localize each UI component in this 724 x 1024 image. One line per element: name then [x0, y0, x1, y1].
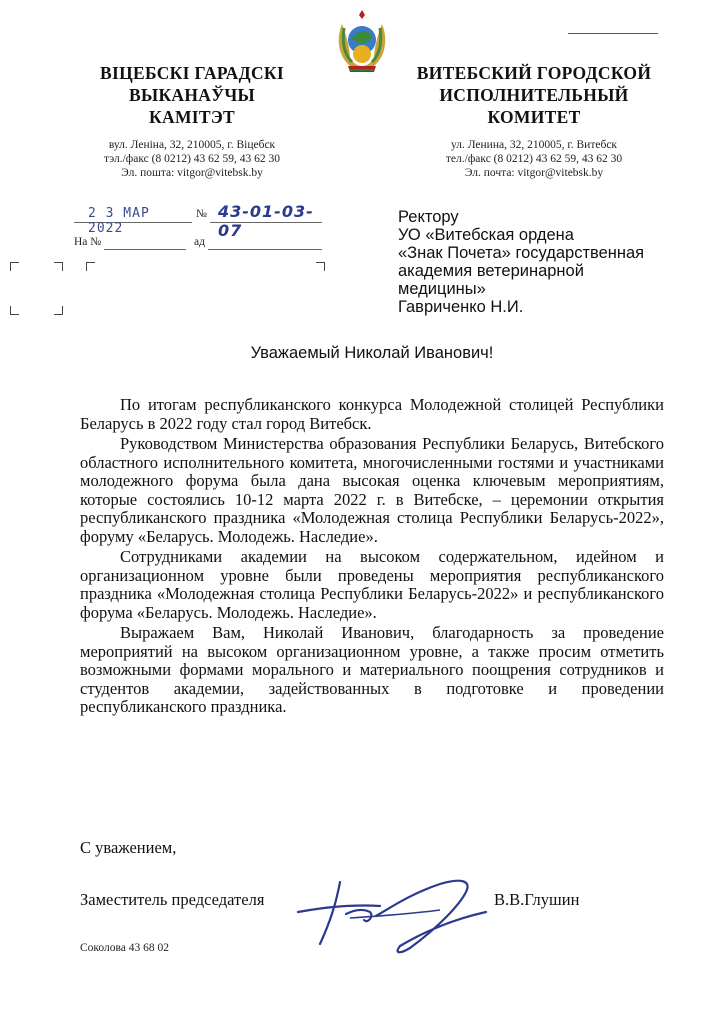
right-org-line-3: КОМИТЕТ — [487, 107, 581, 127]
right-address-line-2: тел./факс (8 0212) 43 62 59, 43 62 30 — [445, 153, 623, 165]
recipient-line-1: Ректору — [398, 208, 459, 226]
signature-icon — [290, 864, 490, 960]
left-org-name — [92, 62, 292, 128]
recipient-line-2: УО «Витебская ордена — [398, 226, 574, 244]
left-org-line-1: ВІЦЕБСКІ ГАРАДСКІ — [100, 63, 284, 83]
number-field — [210, 202, 322, 240]
signer-name: В.В.Глушин — [494, 890, 580, 909]
paragraph-4: Выражаем Вам, Николай Иванович, благодарность за проведение мероприятий на высоком организационном уровне, а также просим отметить возможными формами морального и материального поощрения сотрудников и студентов академии, задействованных в подготовке и проведении республиканского праздника. — [80, 623, 664, 716]
top-right-line — [568, 33, 658, 34]
reply-date-field — [208, 238, 322, 250]
recipient-block — [398, 208, 688, 316]
left-address-line-2: тэл./факс (8 0212) 43 62 59, 43 62 30 — [103, 153, 281, 165]
recipient-line-5: медицины» — [398, 280, 486, 298]
left-org-address — [72, 138, 312, 180]
belarus-coat-of-arms-icon — [334, 8, 390, 74]
registration-number: 43-01-03-07 — [218, 202, 314, 240]
paragraph-2: Руководством Министерства образования Республики Беларусь, Витебского областного исполнительного комитета, многочисленными гостями и участниками молодежного форума была дана высокая оценка ключевым мероприятиям, которые состоялись 10-12 марта 2022 г. в Витебске, – церемонии открытия республиканского праздника «Молодежная столица Республики Беларусь-2022», форуму «Беларусь. Молодежь. Наследие». — [80, 434, 664, 546]
date-field — [74, 206, 192, 236]
date-stamp: 2 3 МАР 2022 — [88, 206, 150, 236]
signer-position: Заместитель председателя — [80, 890, 265, 909]
left-address-line-1: вул. Леніна, 32, 210005, г. Віцебск — [108, 139, 276, 151]
right-address-line-3: Эл. почта: vitgor@vitebsk.by — [464, 167, 604, 179]
right-org-line-2: ИСПОЛНИТЕЛЬНЫЙ — [439, 85, 629, 105]
right-org-address — [414, 138, 654, 180]
left-org-line-2: ВЫКАНАЎЧЫ — [128, 85, 255, 105]
paragraph-1: По итогам республиканского конкурса Молодежной столицей Республики Беларусь в 2022 году стал город Витебск. — [80, 395, 664, 433]
reply-label: На № — [74, 236, 102, 248]
right-org-line-1: ВИТЕБСКИЙ ГОРОДСКОЙ — [416, 63, 652, 83]
recipient-line-6: Гавриченко Н.И. — [398, 298, 524, 316]
reply-from-label: ад — [194, 236, 205, 248]
left-address-line-3: Эл. пошта: vitgor@vitebsk.by — [121, 167, 263, 179]
letter-body — [80, 396, 664, 719]
closing: С уважением, — [80, 838, 177, 857]
right-org-name — [404, 62, 664, 128]
left-org-line-3: КАМІТЭТ — [149, 107, 235, 127]
reply-number-field — [104, 238, 186, 250]
right-address-line-1: ул. Ленина, 32, 210005, г. Витебск — [450, 139, 618, 151]
corner-mark-bottom-left — [10, 306, 19, 315]
paragraph-3: Сотрудниками академии на высоком содержательном, идейном и организационном уровне были проведены мероприятия республиканского праздника «Молодежная столица Республики Беларусь-2022» и республиканского форума «Беларусь. Молодежь. Наследие». — [80, 547, 664, 622]
greeting: Уважаемый Николай Иванович! — [250, 344, 494, 362]
corner-mark-top-right — [316, 262, 325, 271]
recipient-line-4: академия ветеринарной — [398, 262, 584, 280]
executor-info: Соколова 43 68 02 — [80, 942, 170, 954]
number-label: № — [196, 208, 207, 220]
corner-mark-top-mid-1 — [54, 262, 63, 271]
recipient-line-3: «Знак Почета» государственная — [398, 244, 645, 262]
corner-mark-top-mid-2 — [86, 262, 95, 271]
corner-mark-top-left — [10, 262, 19, 271]
corner-mark-bottom-mid — [54, 306, 63, 315]
